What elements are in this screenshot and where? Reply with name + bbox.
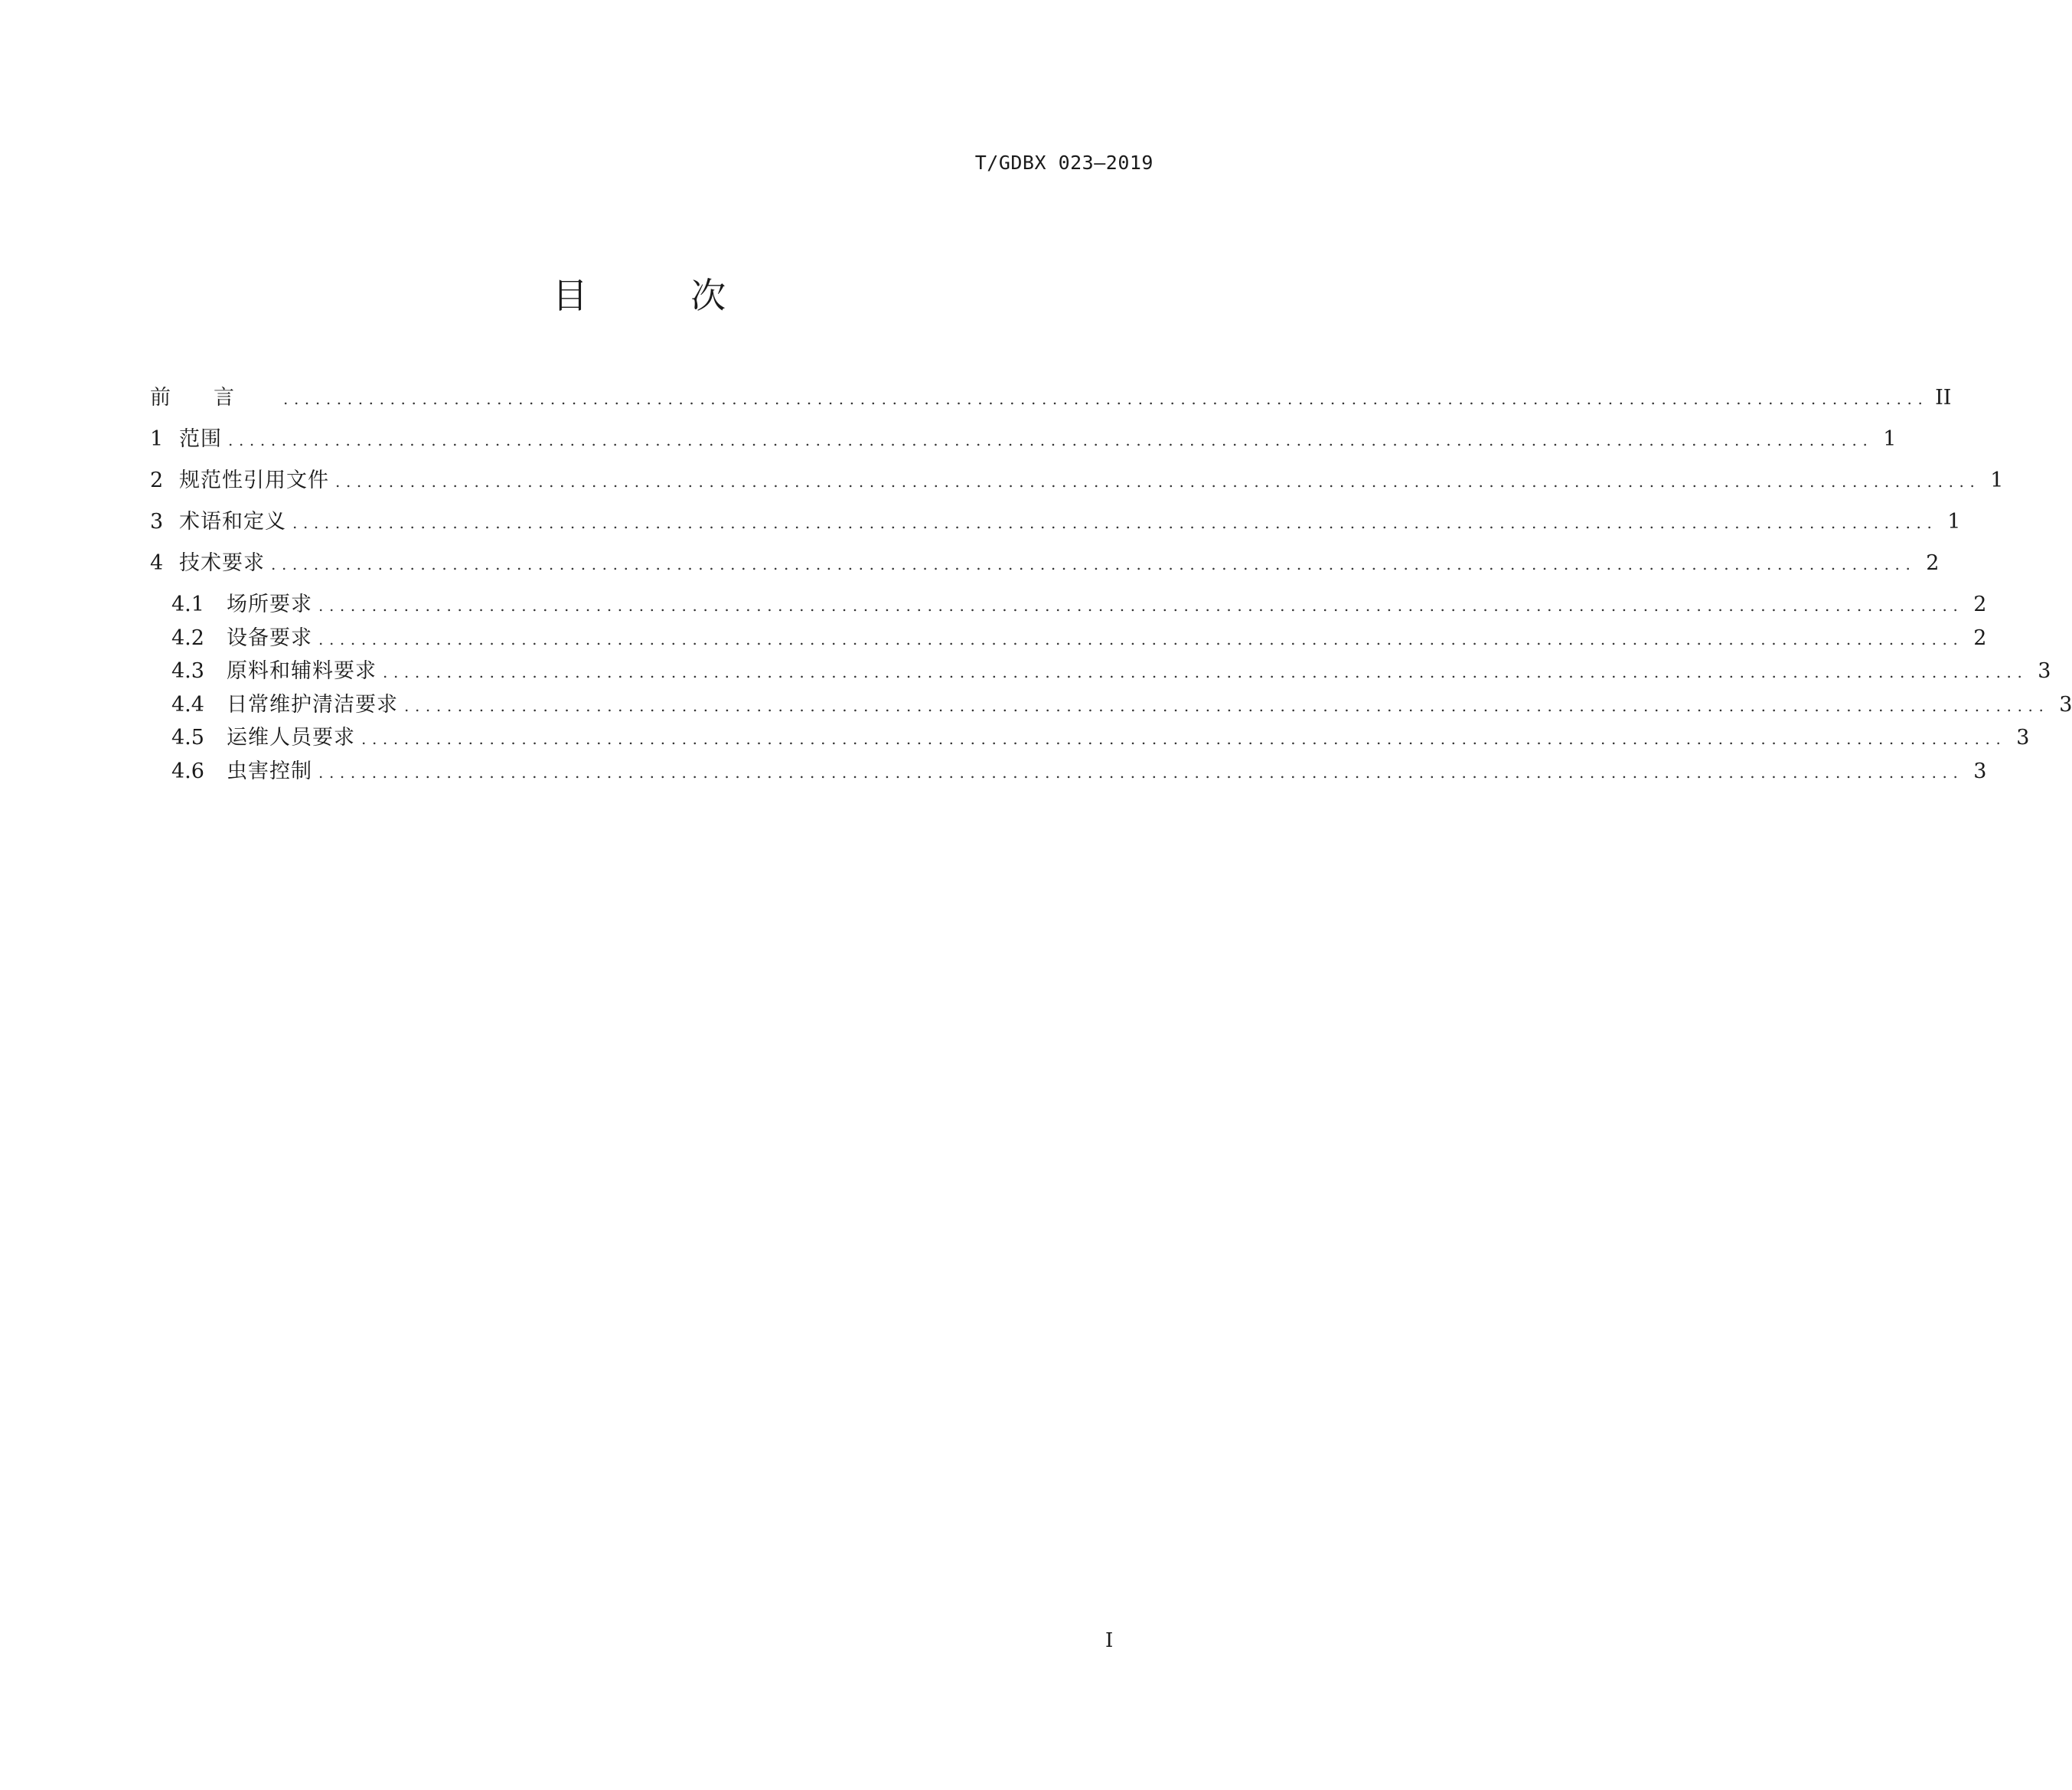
toc-entry-page: II: [1935, 386, 1952, 410]
toc-entry-page: 2: [1926, 551, 1940, 575]
toc-entry-number: 1: [150, 427, 164, 451]
toc-entry-number: 3: [150, 510, 164, 534]
toc-entry-page: 1: [1883, 427, 1897, 451]
toc-leader-dots: ..........................................................................................................................................................: [318, 629, 1964, 648]
toc-leader-dots: ..........................................................................................................................................................: [292, 514, 1938, 532]
toc-leader-dots: ..........................................................................................................................................................: [335, 472, 1981, 491]
toc-entry-label: 技术要求: [179, 551, 265, 575]
toc-leader-dots: ..........................................................................................................................................................: [318, 596, 1964, 615]
toc-entry-technical-requirements[interactable]: [150, 546, 1940, 587]
toc-entry-number: 4.6: [171, 759, 204, 783]
toc-entry-foreword[interactable]: [150, 381, 1952, 422]
toc-entry-pest-control[interactable]: [150, 754, 1987, 788]
toc-entry-label: 虫害控制: [227, 759, 312, 783]
toc-entry-label: 日常维护清洁要求: [227, 692, 398, 717]
toc-leader-dots: ..........................................................................................................................................................: [361, 730, 2007, 748]
toc-leader-dots: ..........................................................................................................................................................: [271, 555, 1917, 573]
toc-entry-page: 3: [2038, 659, 2051, 683]
toc-entry-maintenance-cleaning[interactable]: [150, 688, 2072, 721]
toc-entry-personnel-requirements[interactable]: [150, 720, 2030, 754]
toc-leader-dots: ..........................................................................................................................................................: [228, 431, 1874, 449]
toc-entry-normative-references[interactable]: [150, 463, 2004, 505]
toc-entry-number: 4.1: [171, 593, 204, 616]
toc-entry-scope[interactable]: [150, 422, 1897, 463]
toc-entry-page: 3: [1973, 759, 1987, 783]
toc-leader-dots: ..........................................................................................................................................................: [383, 663, 2028, 681]
toc-entry-site-requirements[interactable]: [150, 587, 1987, 621]
toc-entry-page: 1: [1990, 469, 2004, 492]
toc-entry-number: 4.4: [171, 692, 204, 717]
toc-leader-dots: ..........................................................................................................................................................: [404, 696, 2050, 715]
page-number: I: [1105, 1629, 1114, 1652]
toc-entry-number: 4.5: [171, 726, 204, 750]
toc-entry-equipment-requirements[interactable]: [150, 621, 1987, 655]
toc-entry-number: 4.3: [171, 659, 204, 683]
table-of-contents: [150, 381, 2072, 787]
toc-entry-number: 4: [150, 551, 164, 575]
toc-title: 目 次: [552, 275, 772, 316]
toc-entry-label: 场所要求: [227, 593, 312, 616]
document-code: T/GDBX 023—2019: [974, 152, 1153, 174]
toc-leader-dots: ..........................................................................................................................................................: [318, 763, 1964, 782]
toc-entry-page: 3: [2016, 726, 2030, 750]
toc-entry-label: 设备要求: [227, 626, 312, 650]
toc-entry-label: 规范性引用文件: [179, 469, 329, 492]
toc-entry-label: 运维人员要求: [227, 726, 355, 750]
toc-entry-number: 2: [150, 469, 164, 492]
toc-entry-terms-definitions[interactable]: [150, 505, 1961, 546]
toc-entry-page: 1: [1947, 510, 1961, 534]
toc-entry-page: 3: [2059, 692, 2072, 717]
toc-entry-page: 2: [1973, 593, 1987, 616]
toc-entry-label: 前言: [150, 386, 277, 410]
toc-entry-number: 4.2: [171, 626, 204, 650]
toc-entry-label: 原料和辅料要求: [227, 659, 377, 683]
toc-entry-label: 术语和定义: [179, 510, 286, 534]
toc-entry-materials-requirements[interactable]: [150, 654, 2051, 688]
toc-leader-dots: ..........................................................................................................................................................: [283, 390, 1929, 408]
toc-entry-label: 范围: [179, 427, 222, 451]
toc-entry-page: 2: [1973, 626, 1987, 650]
